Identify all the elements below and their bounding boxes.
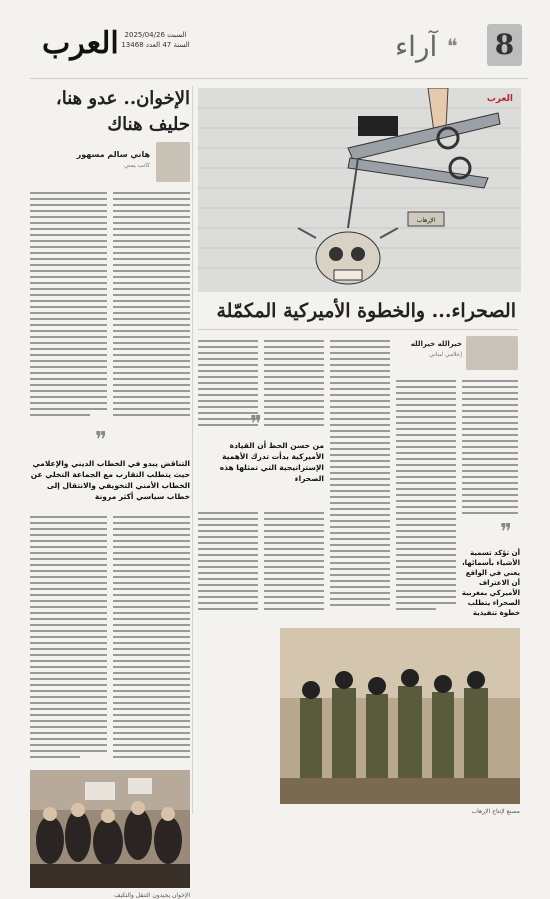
main-article-headline: الصحراء... والخطوة الأميركية المكمّلة <box>216 300 516 322</box>
body-text-column <box>30 514 107 764</box>
quote-icon: ❝ <box>447 34 458 58</box>
main-author-role: إعلامي لبناني <box>429 351 462 358</box>
newspaper-logo: العرب <box>42 26 119 61</box>
body-text-column <box>198 338 258 433</box>
quote-mark-icon: ❞ <box>250 412 262 437</box>
text-lines <box>30 514 107 764</box>
text-lines <box>198 338 258 433</box>
text-lines <box>264 510 324 620</box>
body-text-column <box>462 378 518 518</box>
author-name: هاني سالم مسهور <box>76 150 150 159</box>
soldiers-photo <box>280 628 520 804</box>
header-rule <box>30 78 528 79</box>
side-article <box>30 86 190 899</box>
page-header <box>0 0 550 78</box>
side-article-headline: الإخوان.. عدو هنا، حليف هناك <box>55 88 190 135</box>
main-author-photo <box>466 336 518 370</box>
issue-info <box>108 30 203 50</box>
body-text-column <box>113 190 190 420</box>
body-text-column <box>264 510 324 620</box>
side-article-byline <box>30 142 190 184</box>
text-lines <box>113 514 190 764</box>
issue-date: السبت 2025/04/26 <box>124 31 187 39</box>
body-text-column <box>264 338 324 433</box>
main-pullquote-center: من حسن الحظ أن القيادة الأميركية بدأت تدرك الأهمية الإستراتيجية التي تمثلها هذه الصحراء <box>219 441 324 483</box>
quote-mark-icon: ❞ <box>500 520 512 545</box>
side-photo-caption: الإخوان يجيدون التنقل والتكيف <box>114 892 190 899</box>
editorial-cartoon <box>198 88 521 292</box>
text-lines <box>264 338 324 433</box>
soldiers-photo-art <box>280 628 520 804</box>
headline-rule <box>198 329 518 330</box>
body-text-column <box>396 378 456 618</box>
text-lines <box>198 510 258 620</box>
issue-number: السنة 47 العدد 13468 <box>121 41 190 49</box>
body-text-column <box>30 190 107 420</box>
protest-photo-art <box>30 770 190 888</box>
cartoon-label: الإرهاب <box>416 217 436 224</box>
page-number: 8 <box>487 24 522 66</box>
cartoon-art <box>198 88 521 292</box>
text-lines <box>462 378 518 518</box>
text-lines <box>113 190 190 420</box>
cartoon-logo: العرب <box>486 94 513 104</box>
main-pullquote-right: أن تؤكد تسمية الأشياء بأسمائها، يعني في الواقع أن الاعتراف الأميركي بمغربية الصحراء يتطلب خطوة تنفيذية <box>461 549 520 617</box>
main-photo-caption: مصنع لإنتاج الإرهاب <box>471 808 520 815</box>
quote-mark-icon: ❞ <box>95 428 107 453</box>
text-lines <box>330 338 390 618</box>
column-divider <box>192 86 193 814</box>
body-text-column <box>330 338 390 618</box>
author-photo <box>156 142 190 182</box>
section-title: آراء <box>395 30 438 63</box>
author-role: كاتب يمني <box>123 162 150 169</box>
body-text-column <box>113 514 190 764</box>
side-pullquote: التناقض يبدو في الخطاب الديني والإعلامي حيث يتطلب التقارب مع الجماعة التخلي عن الخطاب الأمني التخويفي والانتقال إلى خطاب سياسي أكثر مرونة <box>30 459 190 501</box>
main-author-name: خيرالله خيرالله <box>410 340 462 348</box>
protest-photo <box>30 770 190 888</box>
body-text-column <box>198 510 258 620</box>
text-lines <box>396 378 456 618</box>
text-lines <box>30 190 107 420</box>
